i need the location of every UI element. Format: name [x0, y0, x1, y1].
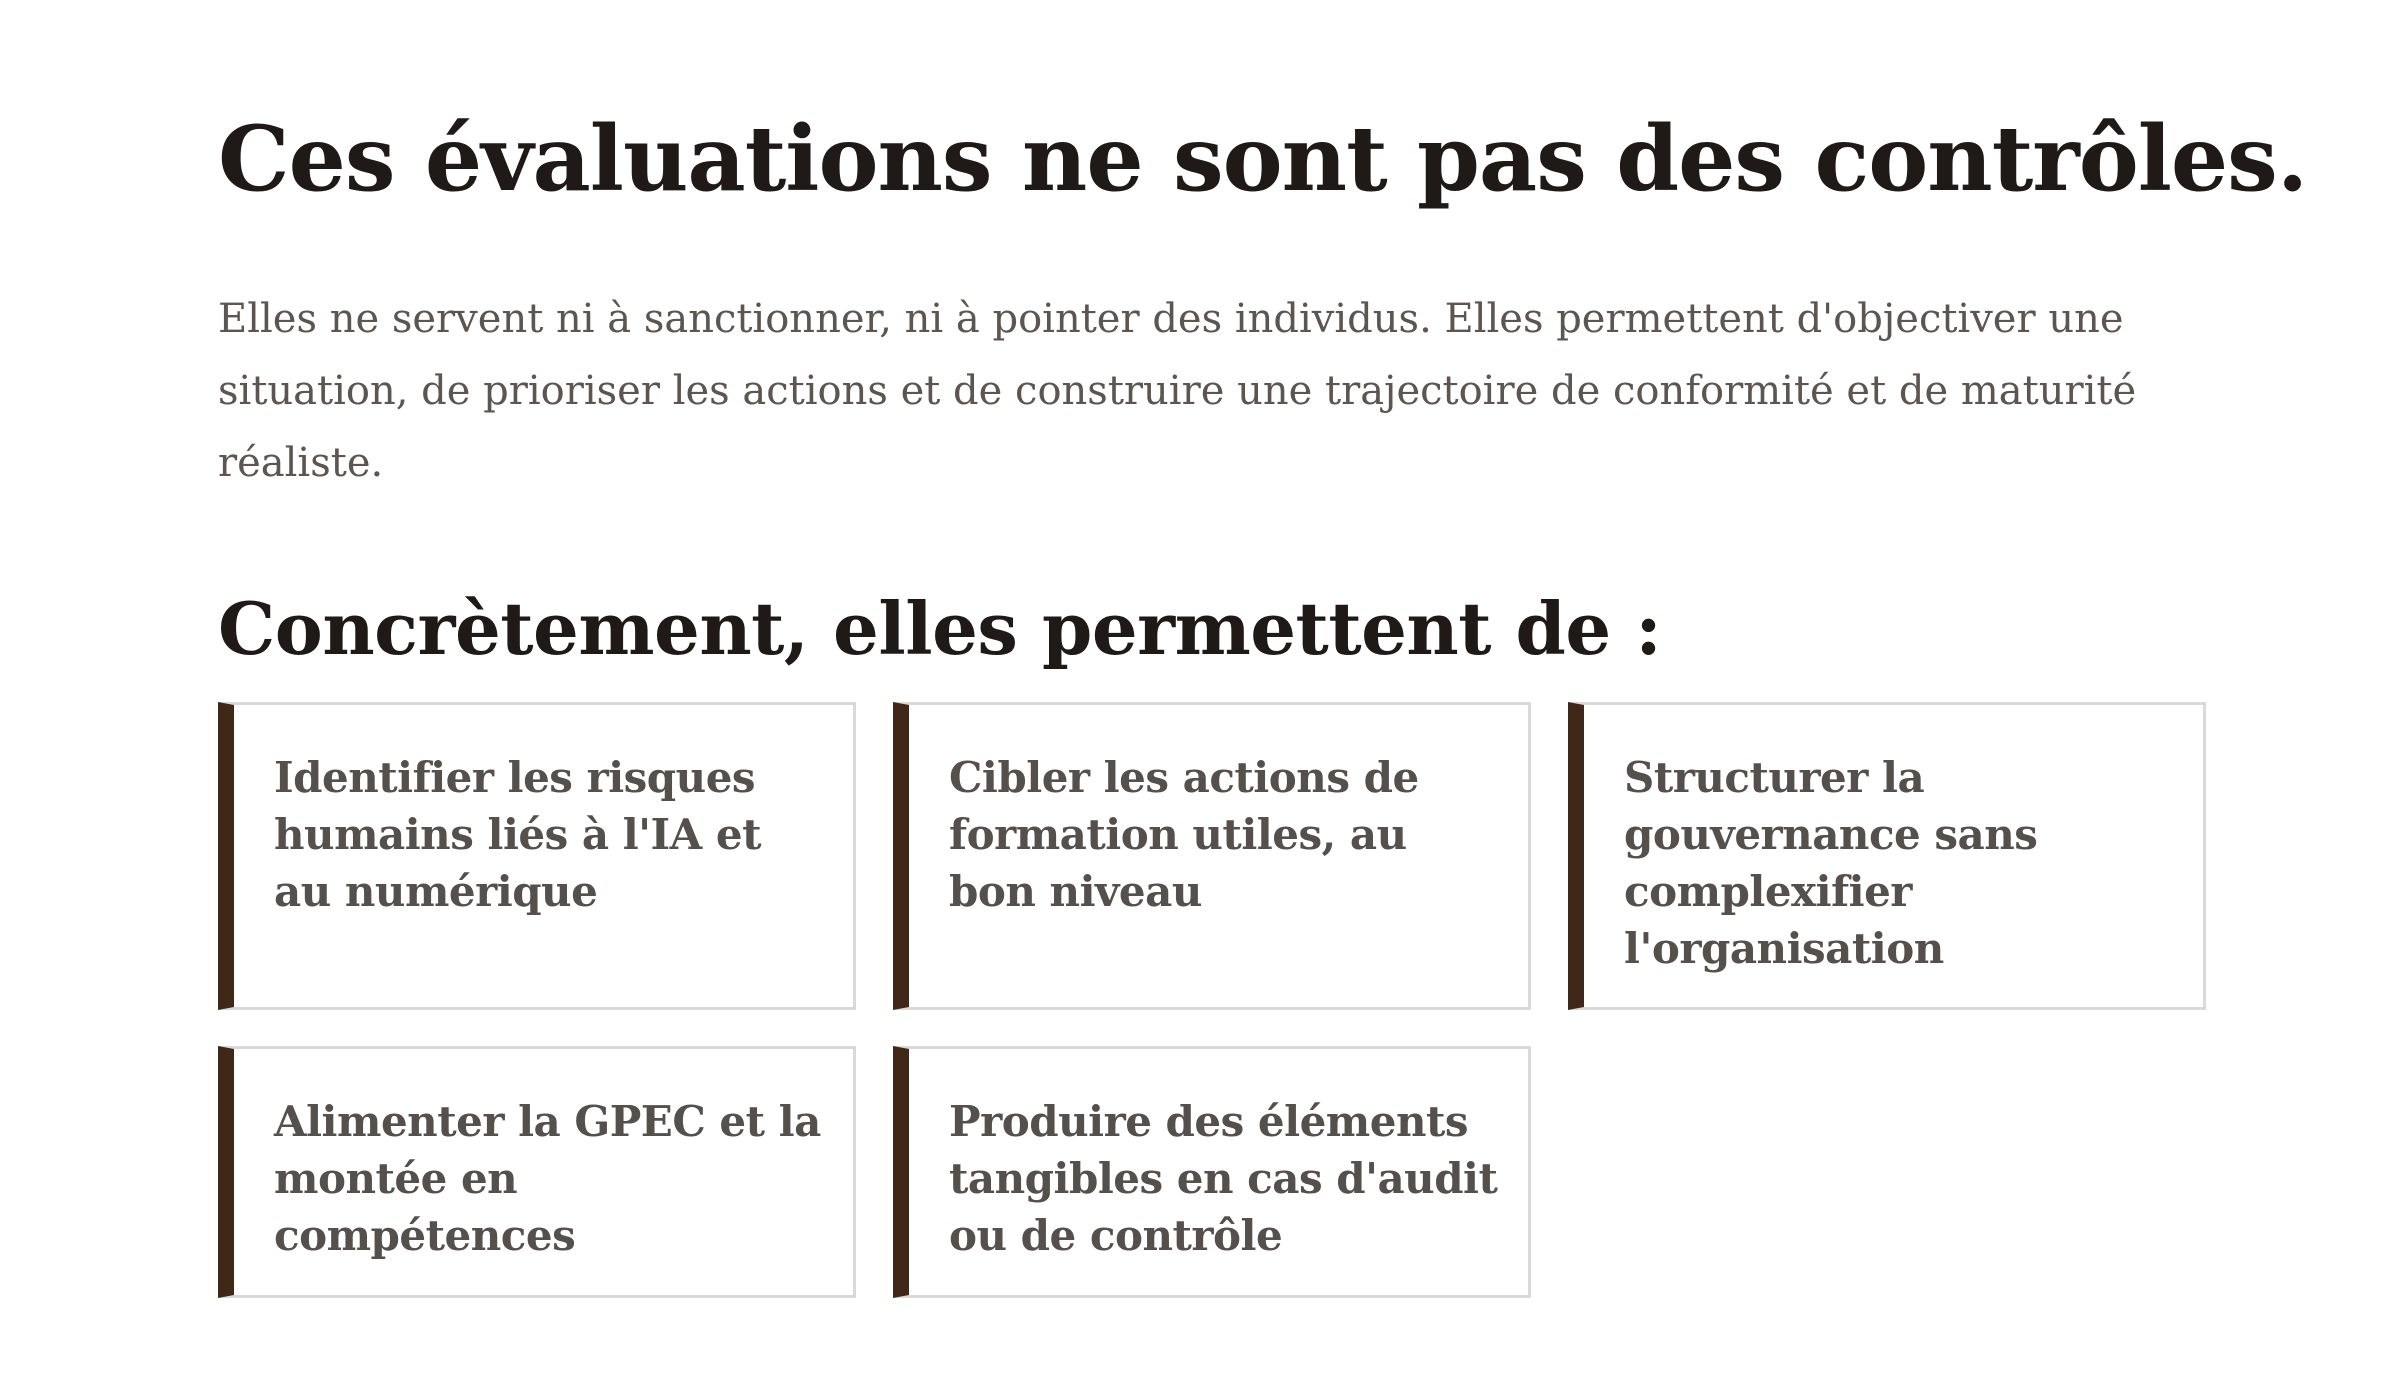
benefit-card-label: Produire des éléments tangibles en cas d'audit ou de contrôle: [949, 1097, 1498, 1260]
main-content: [218, 106, 2308, 1260]
benefit-card-label: Alimenter la GPEC et la montée en compétences: [274, 1097, 821, 1260]
benefit-card-label: Structurer la gouvernance sans complexifier l'organisation: [1624, 753, 2038, 973]
benefit-card-training: [893, 702, 1531, 1010]
benefit-card-governance: [1568, 702, 2206, 1010]
page-title: Ces évaluations ne sont pas des contrôles.: [218, 106, 2308, 212]
benefit-card-audit: [893, 1046, 1531, 1298]
benefit-card-label: Cibler les actions de formation utiles, au bon niveau: [949, 753, 1419, 916]
section-title: Concrètement, elles permettent de :: [218, 586, 1662, 671]
benefit-card-label: Identifier les risques humains liés à l'IA et au numérique: [274, 753, 762, 916]
benefit-card-risks: [218, 702, 856, 1010]
benefit-card-gpec: [218, 1046, 856, 1298]
intro-paragraph: Elles ne servent ni à sanctionner, ni à pointer des individus. Elles permettent d'objectiver une situation, de prioriser les actions et de construire une trajectoire de conformité et de maturité réaliste.: [218, 296, 2137, 486]
